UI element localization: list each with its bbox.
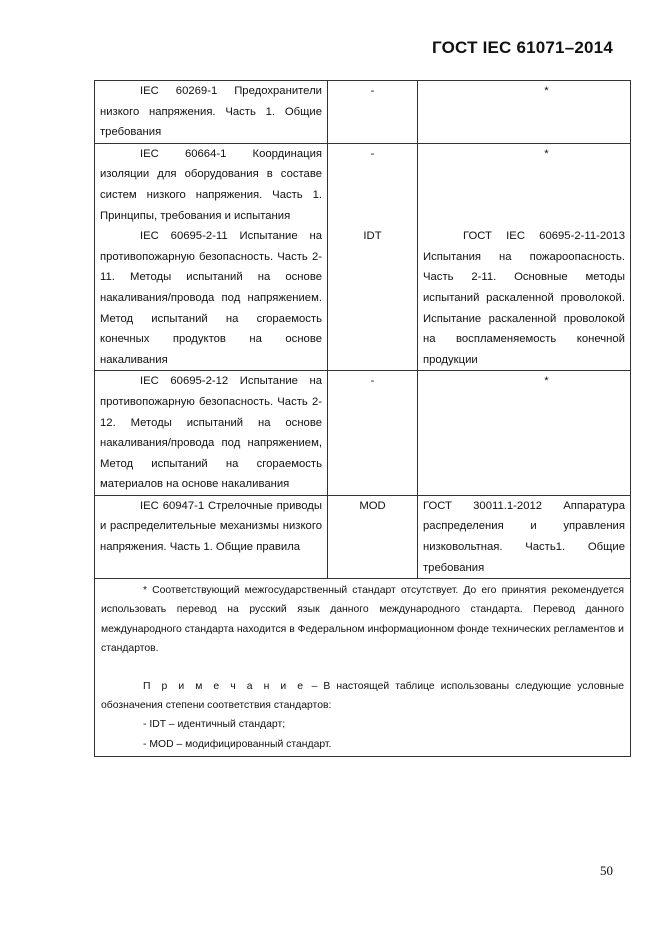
document-header: ГОСТ IEC 61071–2014 [431,38,613,57]
standards-table [94,80,631,757]
intl-standard-cell: IEC 60664-1 Координация изоляции для оборудования в составе систем низкого напряжения. Часть 1. Принципы, требования и испытания [95,143,328,226]
intl-standard-cell: IEC 60269-1 Предохранители низкого напряжения. Часть 1. Общие требования [95,81,328,144]
intl-standard-cell: IEC 60695-2-11 Испытание на противопожарную безопасность. Часть 2-11. Методы испытаний на основе накаливания/провода под напряжением. Метод испытаний на сгораемость конечных продуктов на основе накаливания [95,226,328,371]
note-label: П р и м е ч а н и е [143,681,306,693]
table-row [95,495,631,578]
degree-cell: MOD [328,495,418,578]
footnote-text: * Соответствующий межгосударственный стандарт отсутствует. До его принятия рекомендуется использовать перевод на русский язык данного международного стандарта. Перевод данного международного стандарта находится в Федеральном информационном фонде технических регламентов и стандартов. [101,585,624,654]
degree-cell: - [328,81,418,144]
degree-cell: - [328,371,418,496]
table-row [95,143,631,226]
page-number: 50 [600,863,613,878]
footnote-row [95,579,631,757]
gost-cell: * [418,81,631,144]
gost-cell: ГОСТ IEC 60695-2-11-2013 Испытания на пожароопасность. Часть 2-11. Основные методы испытаний раскаленной проволокой. Испытание раскаленной проволокой на воспламеняемость конечной продукции [418,226,631,371]
note-text: – В настоящей таблице использованы следующие условные обозначения степени соответствия стандартов: [101,681,624,712]
footnote-cell [95,579,631,757]
table-row [95,226,631,371]
degree-cell: IDT [328,226,418,371]
intl-standard-cell: IEC 60947-1 Стрелочные приводы и распределительные механизмы низкого напряжения. Часть 1. Общие правила [95,495,328,578]
table-row [95,81,631,144]
intl-standard-cell: IEC 60695-2-12 Испытание на противопожарную безопасность. Часть 2-12. Методы испытаний на основе накаливания/провода под напряжением, Метод испытаний на сгораемость материалов на основе накаливания [95,371,328,496]
list-item: - MOD – модифицированный стандарт. [143,738,332,750]
degree-cell: - [328,143,418,226]
table-row [95,371,631,496]
gost-cell: * [418,143,631,226]
gost-cell: ГОСТ 30011.1-2012 Аппаратура распределения и управления низковольтная. Часть1. Общие требования [418,495,631,578]
gost-cell: * [418,371,631,496]
note-paragraph [101,677,624,715]
list-item: - IDT – идентичный стандарт; [143,719,286,731]
